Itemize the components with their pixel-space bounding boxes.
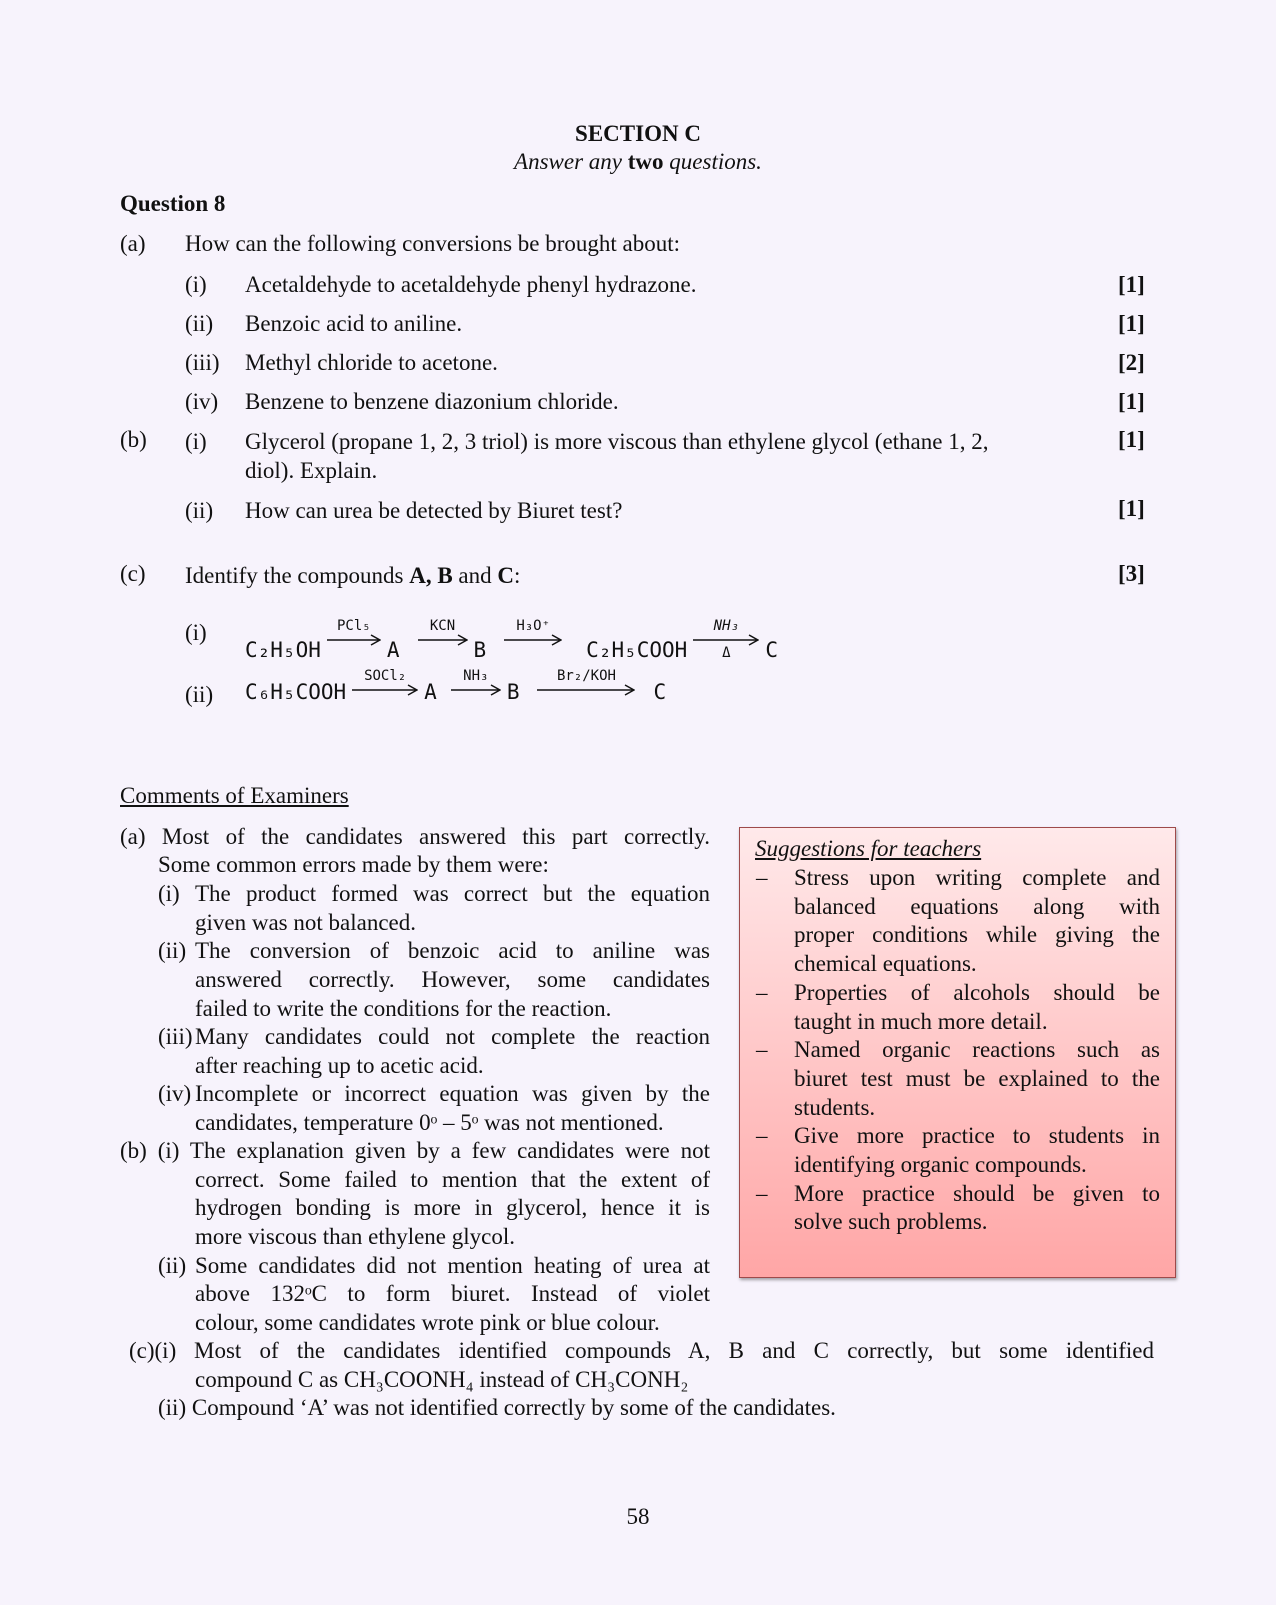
reaction-product: A: [386, 638, 400, 662]
section-title: SECTION C: [575, 121, 701, 146]
comment-line: The product formed was correct but the equation: [195, 881, 710, 906]
bullet-dash: –: [756, 1037, 768, 1063]
a-iii-num: (iii): [185, 350, 220, 375]
reaction-product: C: [653, 680, 667, 704]
b-ii-marks: [1]: [1118, 496, 1145, 521]
reaction-arrow: Br₂/KOH: [537, 668, 635, 710]
reaction-ii-start: C₆H₅COOH: [245, 680, 347, 704]
comment-line: hydrogen bonding is more in glycerol, hence it is: [195, 1195, 710, 1220]
a-iv-num: (iv): [185, 389, 219, 414]
a-iv-text: Benzene to benzene diazonium chloride.: [245, 389, 619, 414]
arrow-icon: [327, 634, 381, 646]
b-i-num: (i): [185, 429, 207, 454]
comment-line: correct. Some failed to mention that the extent of: [195, 1167, 710, 1192]
comment-line: (ii) Compound ‘A’ was not identified correctly by some of the candidates.: [158, 1395, 836, 1420]
a-iii-marks: [2]: [1118, 350, 1145, 375]
suggestion-line: Properties of alcohols should be: [794, 979, 1160, 1005]
arrow-icon: [504, 634, 562, 646]
comment-num: (iv): [158, 1081, 192, 1106]
b-i-line1: Glycerol (propane 1, 2, 3 triol) is more viscous than ethylene glycol (ethane 1, 2,: [245, 429, 989, 454]
arrow-icon: [537, 684, 635, 696]
a-iii-text: Methyl chloride to acetone.: [245, 350, 498, 375]
part-a-label: (a): [120, 231, 146, 256]
bullet-dash: –: [756, 1180, 768, 1206]
comment-line: colour, some candidates wrote pink or blue colour.: [195, 1310, 660, 1335]
reaction-ii: [245, 664, 666, 704]
comment-line: given was not balanced.: [195, 910, 416, 935]
reaction-product: B: [506, 680, 520, 704]
suggestion-line: Stress upon writing complete and: [794, 865, 1160, 890]
suggestion-line: Give more practice to students in: [794, 1123, 1160, 1149]
reaction-arrow: NH₃ Δ: [693, 618, 759, 660]
comment-line: answered correctly. However, some candidates: [195, 967, 710, 992]
arrow-icon: [418, 634, 468, 646]
reaction-arrow: KCN: [418, 618, 468, 660]
page-number: 58: [626, 1504, 650, 1529]
bullet-dash: –: [756, 865, 768, 890]
a-i-text: Acetaldehyde to acetaldehyde phenyl hydrazone.: [245, 272, 697, 297]
part-c-label: (c): [120, 561, 146, 586]
comment-line: Some candidates did not mention heating of urea at: [195, 1253, 710, 1278]
suggestions-box: [739, 827, 1176, 1278]
comment-line: The conversion of benzoic acid to aniline was: [195, 938, 710, 963]
comment-num: (i): [158, 881, 180, 906]
comment-line: Incomplete or incorrect equation was given by the: [195, 1081, 710, 1106]
c-i-num: (i): [185, 620, 207, 645]
comment-num: (iii): [158, 1024, 193, 1049]
b-ii-text: How can urea be detected by Biuret test?: [245, 498, 623, 523]
reaction-arrow: SOCl₂: [352, 668, 418, 710]
reaction-product: B: [473, 638, 487, 662]
suggestion-line: taught in much more detail.: [794, 1008, 1048, 1034]
arrow-icon: [451, 684, 501, 696]
suggestion-line: balanced equations along with: [794, 893, 1160, 919]
a-i-num: (i): [185, 272, 207, 297]
a-ii-num: (ii): [185, 311, 214, 336]
suggestion-line: chemical equations.: [794, 951, 977, 977]
suggestion-line: More practice should be given to: [794, 1180, 1160, 1206]
a-ii-marks: [1]: [1118, 311, 1145, 336]
comment-line: Some common errors made by them were:: [158, 852, 549, 877]
comment-line: failed to write the conditions for the reaction.: [195, 996, 612, 1021]
suggestion-line: identifying organic compounds.: [794, 1152, 1087, 1177]
c-marks: [3]: [1118, 561, 1145, 586]
suggestion-line: students.: [794, 1094, 876, 1120]
c-ii-num: (ii): [185, 682, 214, 707]
suggestions-title: Suggestions for teachers: [755, 836, 982, 861]
reaction-i: [245, 610, 778, 662]
reaction-product: C₂H₅COOH: [586, 638, 688, 662]
reaction-arrow: H₃O⁺: [504, 618, 562, 660]
comment-num: (ii): [158, 1253, 187, 1278]
comment-line: after reaching up to acetic acid.: [195, 1053, 484, 1078]
comment-line: above 132ᵒC to form biuret. Instead of violet: [195, 1281, 710, 1306]
comment-line: Many candidates could not complete the reaction: [195, 1024, 710, 1049]
bullet-dash: –: [756, 979, 768, 1005]
b-i-line2: diol). Explain.: [245, 458, 378, 483]
bullet-dash: –: [756, 1123, 768, 1149]
comment-line: candidates, temperature 0ᵒ – 5ᵒ was not mentioned.: [195, 1110, 664, 1135]
part-b-label: (b): [120, 427, 147, 452]
comment-line: compound C as CH₃COONH₄ instead of CH₃CONH₂: [195, 1367, 689, 1392]
comment-line: (b) (i) The explanation given by a few candidates were not: [120, 1138, 710, 1163]
reaction-product: C: [765, 638, 778, 662]
b-ii-num: (ii): [185, 498, 214, 523]
suggestion-line: biuret test must be explained to the: [794, 1065, 1160, 1091]
reaction-arrow: PCl₅: [327, 618, 381, 660]
suggestion-line: Named organic reactions such as: [794, 1037, 1160, 1063]
a-ii-text: Benzoic acid to aniline.: [245, 311, 463, 336]
suggestion-line: solve such problems.: [794, 1209, 988, 1235]
comment-line: more viscous than ethylene glycol.: [195, 1224, 516, 1249]
a-iv-marks: [1]: [1118, 389, 1145, 414]
comments-heading: Comments of Examiners: [120, 783, 349, 808]
suggestion-line: proper conditions while giving the: [794, 922, 1160, 948]
question-title: Question 8: [120, 191, 226, 216]
comment-line: Most of the candidates identified compounds A, B and C correctly, but some identified: [194, 1338, 1154, 1363]
comment-num: (ii): [158, 938, 187, 963]
reaction-i-start: C₂H₅OH: [245, 638, 321, 662]
comment-num: (c)(i): [129, 1338, 177, 1363]
part-c-text: Identify the compounds A, B and C:: [185, 563, 521, 588]
a-i-marks: [1]: [1118, 272, 1145, 297]
section-instruction: Answer any two questions.: [514, 149, 762, 174]
b-i-marks: [1]: [1118, 427, 1145, 452]
comment-line: (a) Most of the candidates answered this part correctly.: [120, 824, 710, 849]
part-a-text: How can the following conversions be brought about:: [185, 231, 681, 256]
arrow-icon: [352, 684, 418, 696]
reaction-product: A: [424, 680, 437, 704]
reaction-arrow: NH₃: [451, 668, 501, 710]
